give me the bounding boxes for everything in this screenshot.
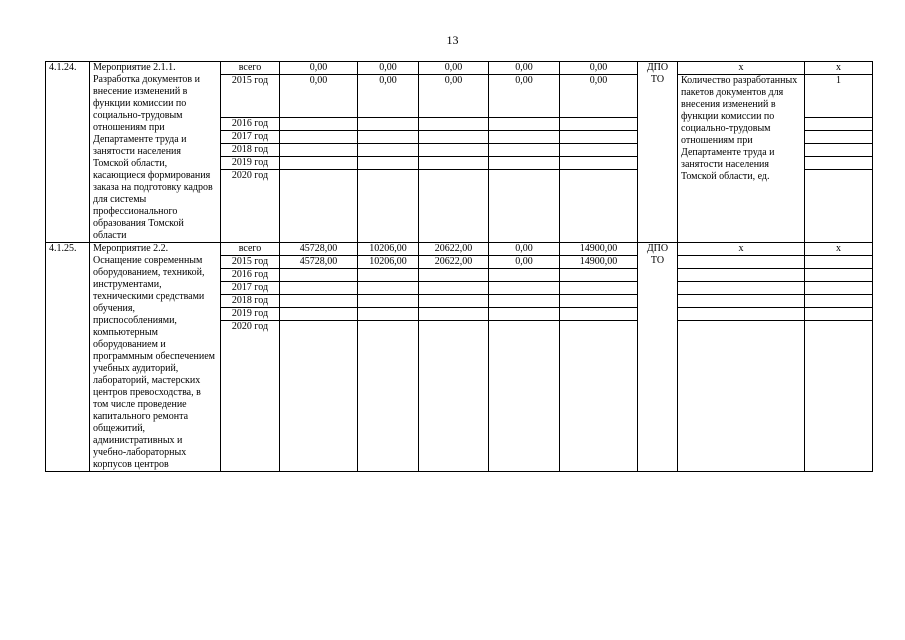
row-title: Мероприятие 2.1.1. Разработка документов и внесение изменений в функции комиссии по социально-трудовым отношениям при Департаменте труда и занятости населения Томской области, касающиеся формирования заказа на подготовку кадров для системы профессионального образования Томской области bbox=[90, 62, 221, 243]
indicator-value-x: х bbox=[805, 62, 873, 75]
value-cell: 45728,00 bbox=[280, 256, 358, 269]
value-cell: 45728,00 bbox=[280, 243, 358, 256]
value-cell: 10206,00 bbox=[358, 243, 419, 256]
value-cell: 20622,00 bbox=[419, 243, 489, 256]
year-label: 2015 год bbox=[221, 75, 280, 118]
year-label: 2018 год bbox=[221, 143, 280, 156]
year-label: 2019 год bbox=[221, 308, 280, 321]
value-cell: 0,00 bbox=[489, 243, 560, 256]
value-cell: 0,00 bbox=[560, 75, 638, 118]
value-cell: 0,00 bbox=[489, 75, 560, 118]
year-label: 2020 год bbox=[221, 321, 280, 472]
year-label: 2017 год bbox=[221, 282, 280, 295]
row-code: 4.1.25. bbox=[46, 243, 90, 472]
value-cell: 0,00 bbox=[560, 62, 638, 75]
executor: ДПО ТО bbox=[638, 62, 678, 243]
year-label: 2019 год bbox=[221, 156, 280, 169]
page-number: 13 bbox=[446, 33, 459, 47]
value-cell: 0,00 bbox=[358, 62, 419, 75]
year-label: 2020 год bbox=[221, 169, 280, 243]
value-cell: 0,00 bbox=[489, 62, 560, 75]
year-label: 2016 год bbox=[221, 117, 280, 130]
row-title: Мероприятие 2.2. Оснащение современным оборудованием, техникой, инструментами, техническими средствами обучения, приспособлениями, компьютерным оборудованием и программным обеспечением учебных аудиторий, лабораторий, мастерских центров превосходства, в том числе проведение капитального ремонта общежитий, административных и учебно-лабораторных корпусов центров bbox=[90, 243, 221, 472]
value-cell: 0,00 bbox=[358, 75, 419, 118]
indicator-x: х bbox=[678, 243, 805, 256]
program-table bbox=[45, 61, 873, 472]
indicator-name: Количество разработанных пакетов документов для внесения изменений в функции комиссии по социально-трудовым отношениям при Департаменте труда и занятости населения Томской области, ед. bbox=[678, 75, 805, 243]
value-cell: 10206,00 bbox=[358, 256, 419, 269]
executor: ДПО ТО bbox=[638, 243, 678, 472]
year-label: 2015 год bbox=[221, 256, 280, 269]
value-cell: 0,00 bbox=[280, 62, 358, 75]
indicator-value: 1 bbox=[805, 75, 873, 118]
row-code: 4.1.24. bbox=[46, 62, 90, 243]
year-label: 2018 год bbox=[221, 295, 280, 308]
value-cell: 0,00 bbox=[489, 256, 560, 269]
year-label: 2016 год bbox=[221, 269, 280, 282]
value-cell: 0,00 bbox=[419, 75, 489, 118]
value-cell: 0,00 bbox=[419, 62, 489, 75]
indicator-value-x: х bbox=[805, 243, 873, 256]
value-cell: 20622,00 bbox=[419, 256, 489, 269]
table-row bbox=[46, 62, 873, 75]
year-label: всего bbox=[221, 243, 280, 256]
year-label: 2017 год bbox=[221, 130, 280, 143]
value-cell: 0,00 bbox=[280, 75, 358, 118]
table-row bbox=[46, 243, 873, 256]
year-label: всего bbox=[221, 62, 280, 75]
value-cell: 14900,00 bbox=[560, 243, 638, 256]
value-cell: 14900,00 bbox=[560, 256, 638, 269]
indicator-x: х bbox=[678, 62, 805, 75]
